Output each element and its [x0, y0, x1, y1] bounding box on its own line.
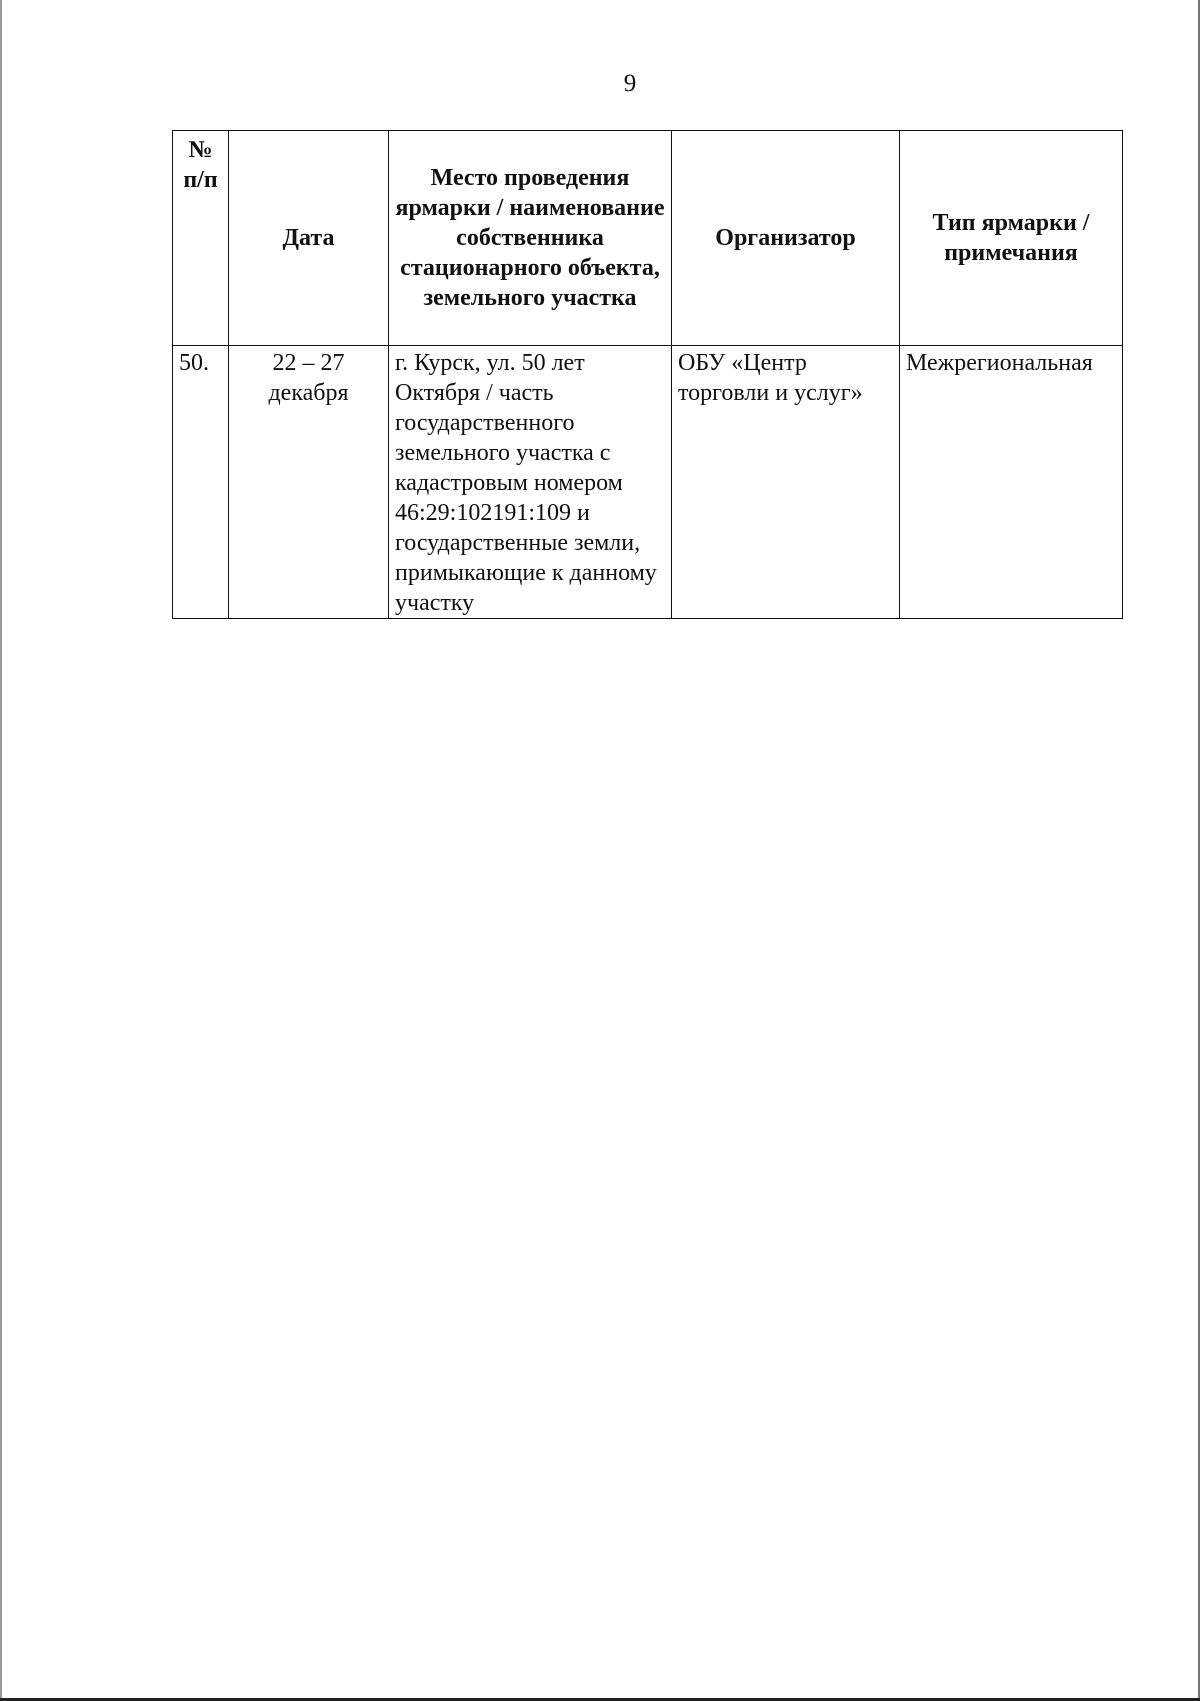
header-organizer: Организатор: [672, 131, 900, 346]
row-num: 50.: [173, 346, 229, 619]
header-date: Дата: [229, 131, 389, 346]
table-header-row: [173, 131, 1123, 346]
header-place: Место проведения ярмарки / наименование собственника стационарного объекта, земельного участка: [389, 131, 672, 346]
scan-edge-left: [0, 0, 2, 1701]
fair-schedule-table: [172, 130, 1123, 619]
row-place: г. Курск, ул. 50 лет Октября / часть государственного земельного участка с кадастровым номером 46:29:102191:109 и государственные земли, примыкающие к данному участку: [389, 346, 672, 619]
row-type: Межрегиональная: [900, 346, 1123, 619]
row-organizer: ОБУ «Центр торговли и услуг»: [672, 346, 900, 619]
table-row: [173, 346, 1123, 619]
row-date: 22 – 27 декабря: [229, 346, 389, 619]
header-num: № п/п: [173, 131, 229, 346]
page-number: 9: [623, 70, 637, 97]
header-type: Тип ярмарки / примечания: [900, 131, 1123, 346]
